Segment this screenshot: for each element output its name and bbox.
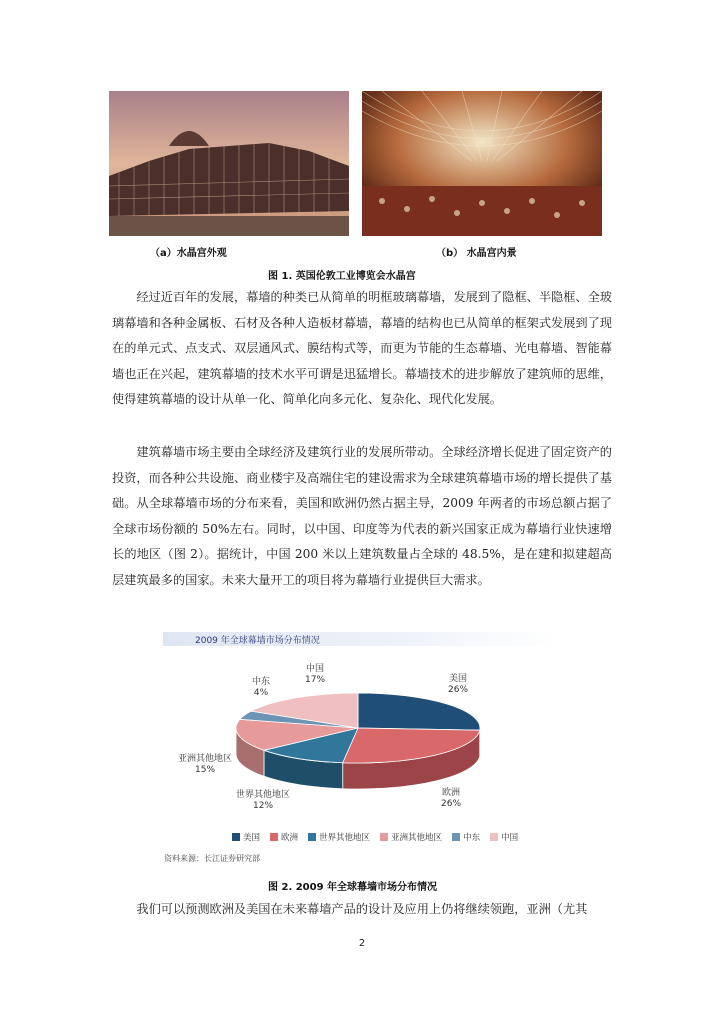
pie-label-4-name: 中东 [252,677,271,687]
figure1-caption-a: （a）水晶宫外观 [150,248,227,259]
pie-label-5 [305,664,325,686]
legend-swatch-2 [308,833,316,841]
legend-swatch-0 [232,833,240,841]
legend-label-2: 世界其他地区 [319,833,371,843]
pie-slice-0 [358,693,480,730]
legend-label-3: 亚洲其他地区 [391,833,443,843]
legend-item-4 [452,831,480,843]
pie-label-4-value: 4% [253,688,269,698]
pie-label-3-value: 15% [195,765,216,775]
paragraph-1-text: 经过近百年的发展，幕墙的种类已从简单的明框玻璃幕墙，发展到了隐框、半隐框、全玻璃幕墙和各种金属板、石材及各种人造板材幕墙，幕墙的结构也已从简单的框架式发展到了现在的单元式、点支式、双层通风式、膜结构式等，而更为节能的生态幕墙、光电幕墙、智能幕墙也正在兴起，建筑幕墙的技术水平可谓是迅猛增长。幕墙技术的进步解放了建筑师的思维，使得建筑幕墙的设计从单一化、简单化向多元化、复杂化、现代化发展。 [112,290,612,407]
pie-label-4 [252,677,270,699]
legend-item-0 [232,831,260,843]
pie-label-2-value: 12% [253,801,274,811]
legend-label-5: 中国 [501,833,519,843]
pie-label-0-value: 26% [448,685,469,695]
legend-item-5 [490,831,518,843]
legend-label-1: 欧洲 [281,833,299,843]
pie-label-3-name: 亚洲其他地区 [178,754,233,764]
pie-label-1-value: 26% [441,799,462,809]
chart-title: 2009 年全球幕墙市场分布情况 [195,636,320,646]
pie-label-3 [178,754,232,776]
paragraph-3 [112,897,612,923]
page-number: 2 [358,938,366,949]
pie-label-0-name: 美国 [449,674,468,684]
pie-label-1 [441,788,461,810]
pie-label-1-name: 欧洲 [442,788,461,798]
legend-label-0: 美国 [243,833,261,843]
pie-label-0 [448,674,468,696]
paragraph-2-text: 建筑幕墙市场主要由全球经济及建筑行业的发展所带动。全球经济增长促进了固定资产的投资，而各种公共设施、商业楼宇及高端住宅的建设需求为全球建筑幕墙市场的增长提供了基础。从全球幕墙市场的分布来看，美国和欧洲仍然占据主导，2009 年两者的市场总额占据了全球市场份额的 50%左右。同时，以中国、印度等为代表的新兴国家正成为幕墙行业快速增长的地区（图 2）。据统计，中国 200 米以上建筑数量占全球的 48.5%，是在建和拟建超高层建筑最多的国家。未来大量开工的项目将为幕墙行业提供巨大需求。 [112,445,612,587]
figure1-caption-b: （b） 水晶宫内景 [436,248,517,259]
legend-swatch-5 [490,833,498,841]
paragraph-3-text: 我们可以预测欧洲及美国在未来幕墙产品的设计及应用上仍将继续领跑，亚洲（尤其 [136,902,588,916]
chart-legend [232,831,518,843]
pie-label-2 [236,790,290,812]
legend-swatch-1 [270,833,278,841]
legend-item-3 [380,831,442,843]
legend-label-4: 中东 [463,833,481,843]
legend-item-2 [308,831,370,843]
chart-source: 资料来源：长江证券研究部 [164,854,260,863]
pie-label-5-value: 17% [305,675,326,685]
pie-label-5-name: 中国 [306,664,325,674]
figure2-title: 图 2. 2009 年全球幕墙市场分布情况 [268,882,438,893]
legend-swatch-4 [452,833,460,841]
figure1-title: 图 1. 英国伦敦工业博览会水晶宫 [268,271,416,282]
pie-label-2-name: 世界其他地区 [236,790,291,800]
legend-item-1 [270,831,298,843]
legend-swatch-3 [380,833,388,841]
